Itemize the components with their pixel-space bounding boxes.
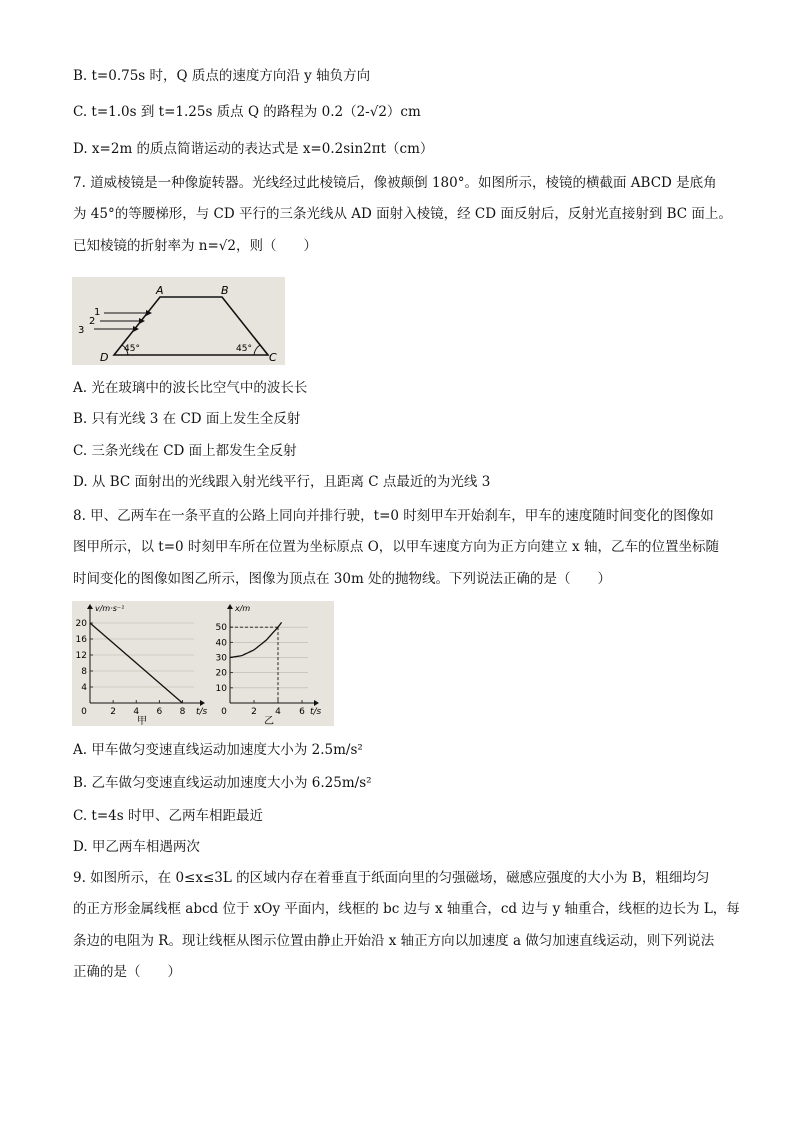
chart2-y-tick-label: 30 <box>215 653 227 664</box>
q7-stem-line: 为 45°的等腰梯形，与 CD 平行的三条光线从 AD 面射入棱镜，经 CD 面反射后，反射光直接射到 BC 面上。 <box>73 206 732 223</box>
chart1-x-tick-label: 8 <box>179 707 186 717</box>
q9-stem-line: 条边的电阻为 R。现让线框从图示位置由静止开始沿 x 轴正方向以加速度 a 做匀加速直线运动，则下列说法 <box>73 932 715 949</box>
chart1-x-tick-label: 6 <box>156 707 163 717</box>
q6-option-b: B. t=0.75s 时，Q 质点的速度方向沿 y 轴负方向 <box>73 68 371 84</box>
q8-option-d: D. 甲乙两车相遇两次 <box>73 839 200 855</box>
angle-d-label: 45° <box>124 344 140 354</box>
q7-option-d: D. 从 BC 面射出的光线跟入射光线平行，且距离 C 点最近的为光线 3 <box>73 474 491 490</box>
chart1-x-tick-label: 2 <box>110 707 116 717</box>
q7-stem-line: 7. 道威棱镜是一种像旋转器。光线经过此棱镜后，像被颠倒 180°。如图所示，棱镜的横截面 ABCD 是底角 <box>73 175 717 191</box>
chart2-x-tick-label: 2 <box>251 707 257 717</box>
vertex-c-label: C <box>269 351 277 364</box>
angle-c-arc <box>254 345 260 355</box>
ray-3-label: 3 <box>78 325 85 336</box>
chart1-series-line <box>90 623 182 703</box>
chart2-y-axis-arrow <box>227 604 233 609</box>
chart2-y-label: x/m <box>235 604 251 613</box>
chart2-y-tick-label: 50 <box>215 623 227 634</box>
q7-option-b: B. 只有光线 3 在 CD 面上发生全反射 <box>73 411 301 427</box>
chart2-origin-label: 0 <box>221 707 227 717</box>
q9-stem-line: 9. 如图所示，在 0≤x≤3L 的区域内存在着垂直于纸面向里的匀强磁场，磁感应强度的大小为 B，粗细均匀 <box>73 870 710 886</box>
motion-graphs-figure <box>72 601 334 726</box>
chart1-x-axis-arrow <box>200 700 205 706</box>
angle-c-label: 45° <box>236 344 252 354</box>
q7-stem-line: 已知棱镜的折射率为 n=√2，则（ ） <box>73 237 317 254</box>
chart2-x-tick-label: 4 <box>275 707 281 717</box>
q8-stem-line: 8. 甲、乙两车在一条平直的公路上同向并排行驶，t=0 时刻甲车开始刹车，甲车的速度随时间变化的图像如 <box>73 508 714 524</box>
chart1-title: 甲 <box>137 716 147 726</box>
chart1-y-tick-label: 12 <box>75 651 87 661</box>
chart2-x-label: t/s <box>310 707 322 717</box>
chart1-y-tick-label: 16 <box>75 635 87 645</box>
q8-stem-line: 时间变化的图像如图乙所示，图像为顶点在 30m 处的抛物线。下列说法正确的是（ ） <box>73 570 612 587</box>
q9-stem <box>73 863 740 988</box>
q6-option-d: D. x=2m 的质点简谐运动的表达式是 x=0.2sin2πt（cm） <box>73 141 434 157</box>
q6-option-c: C. t=1.0s 到 t=1.25s 质点 Q 的路程为 0.2（2-√2）cm <box>73 104 421 120</box>
q8-option-c: C. t=4s 时甲、乙两车相距最近 <box>73 808 263 824</box>
motion-graphs <box>72 601 334 726</box>
chart2-y-tick-label: 20 <box>215 668 227 679</box>
vertex-b-label: B <box>221 284 229 297</box>
chart2-title: 乙 <box>264 716 274 726</box>
chart2-y-tick-label: 40 <box>215 638 227 649</box>
chart2-series-line <box>230 622 282 657</box>
prism-figure <box>72 277 285 365</box>
prism-diagram <box>72 277 285 365</box>
q7-option-a: A. 光在玻璃中的波长比空气中的波长长 <box>73 380 308 396</box>
chart2-y-tick-label: 10 <box>215 683 227 694</box>
chart1-y-tick-label: 20 <box>75 619 87 629</box>
chart1-x-label: t/s <box>196 707 208 717</box>
ray-1-label: 1 <box>94 307 101 318</box>
chart1-y-tick-label: 4 <box>81 683 87 693</box>
chart2-x-tick-label: 6 <box>299 707 305 717</box>
q8-stem-line: 图甲所示，以 t=0 时刻甲车所在位置为坐标原点 O，以甲车速度方向为正方向建立 x 轴，乙车的位置坐标随 <box>73 539 719 556</box>
q9-stem-line: 正确的是（ ） <box>73 963 181 980</box>
q8-option-b: B. 乙车做匀变速直线运动加速度大小为 6.25m/s² <box>73 775 372 791</box>
chart1-origin-label: 0 <box>81 707 87 717</box>
vertex-a-label: A <box>156 284 164 297</box>
q8-stem <box>73 501 723 595</box>
chart2-x-axis-arrow <box>314 700 319 706</box>
q8-option-a: A. 甲车做匀变速直线运动加速度大小为 2.5m/s² <box>73 742 363 758</box>
chart1-y-tick-label: 8 <box>81 667 87 677</box>
ray-2-label: 2 <box>89 316 96 327</box>
q7-stem <box>73 168 732 262</box>
vertex-d-label: D <box>100 351 109 364</box>
chart1-x-tick-label: 4 <box>133 707 140 717</box>
chart1-y-label: v/m·s⁻¹ <box>95 604 125 613</box>
q7-option-c: C. 三条光线在 CD 面上都发生全反射 <box>73 443 297 459</box>
q9-stem-line: 的正方形金属线框 abcd 位于 xOy 平面内，线框的 bc 边与 x 轴重合，cd 边与 y 轴重合，线框的边长为 L，每 <box>73 901 740 918</box>
chart1-y-axis-arrow <box>87 604 93 609</box>
